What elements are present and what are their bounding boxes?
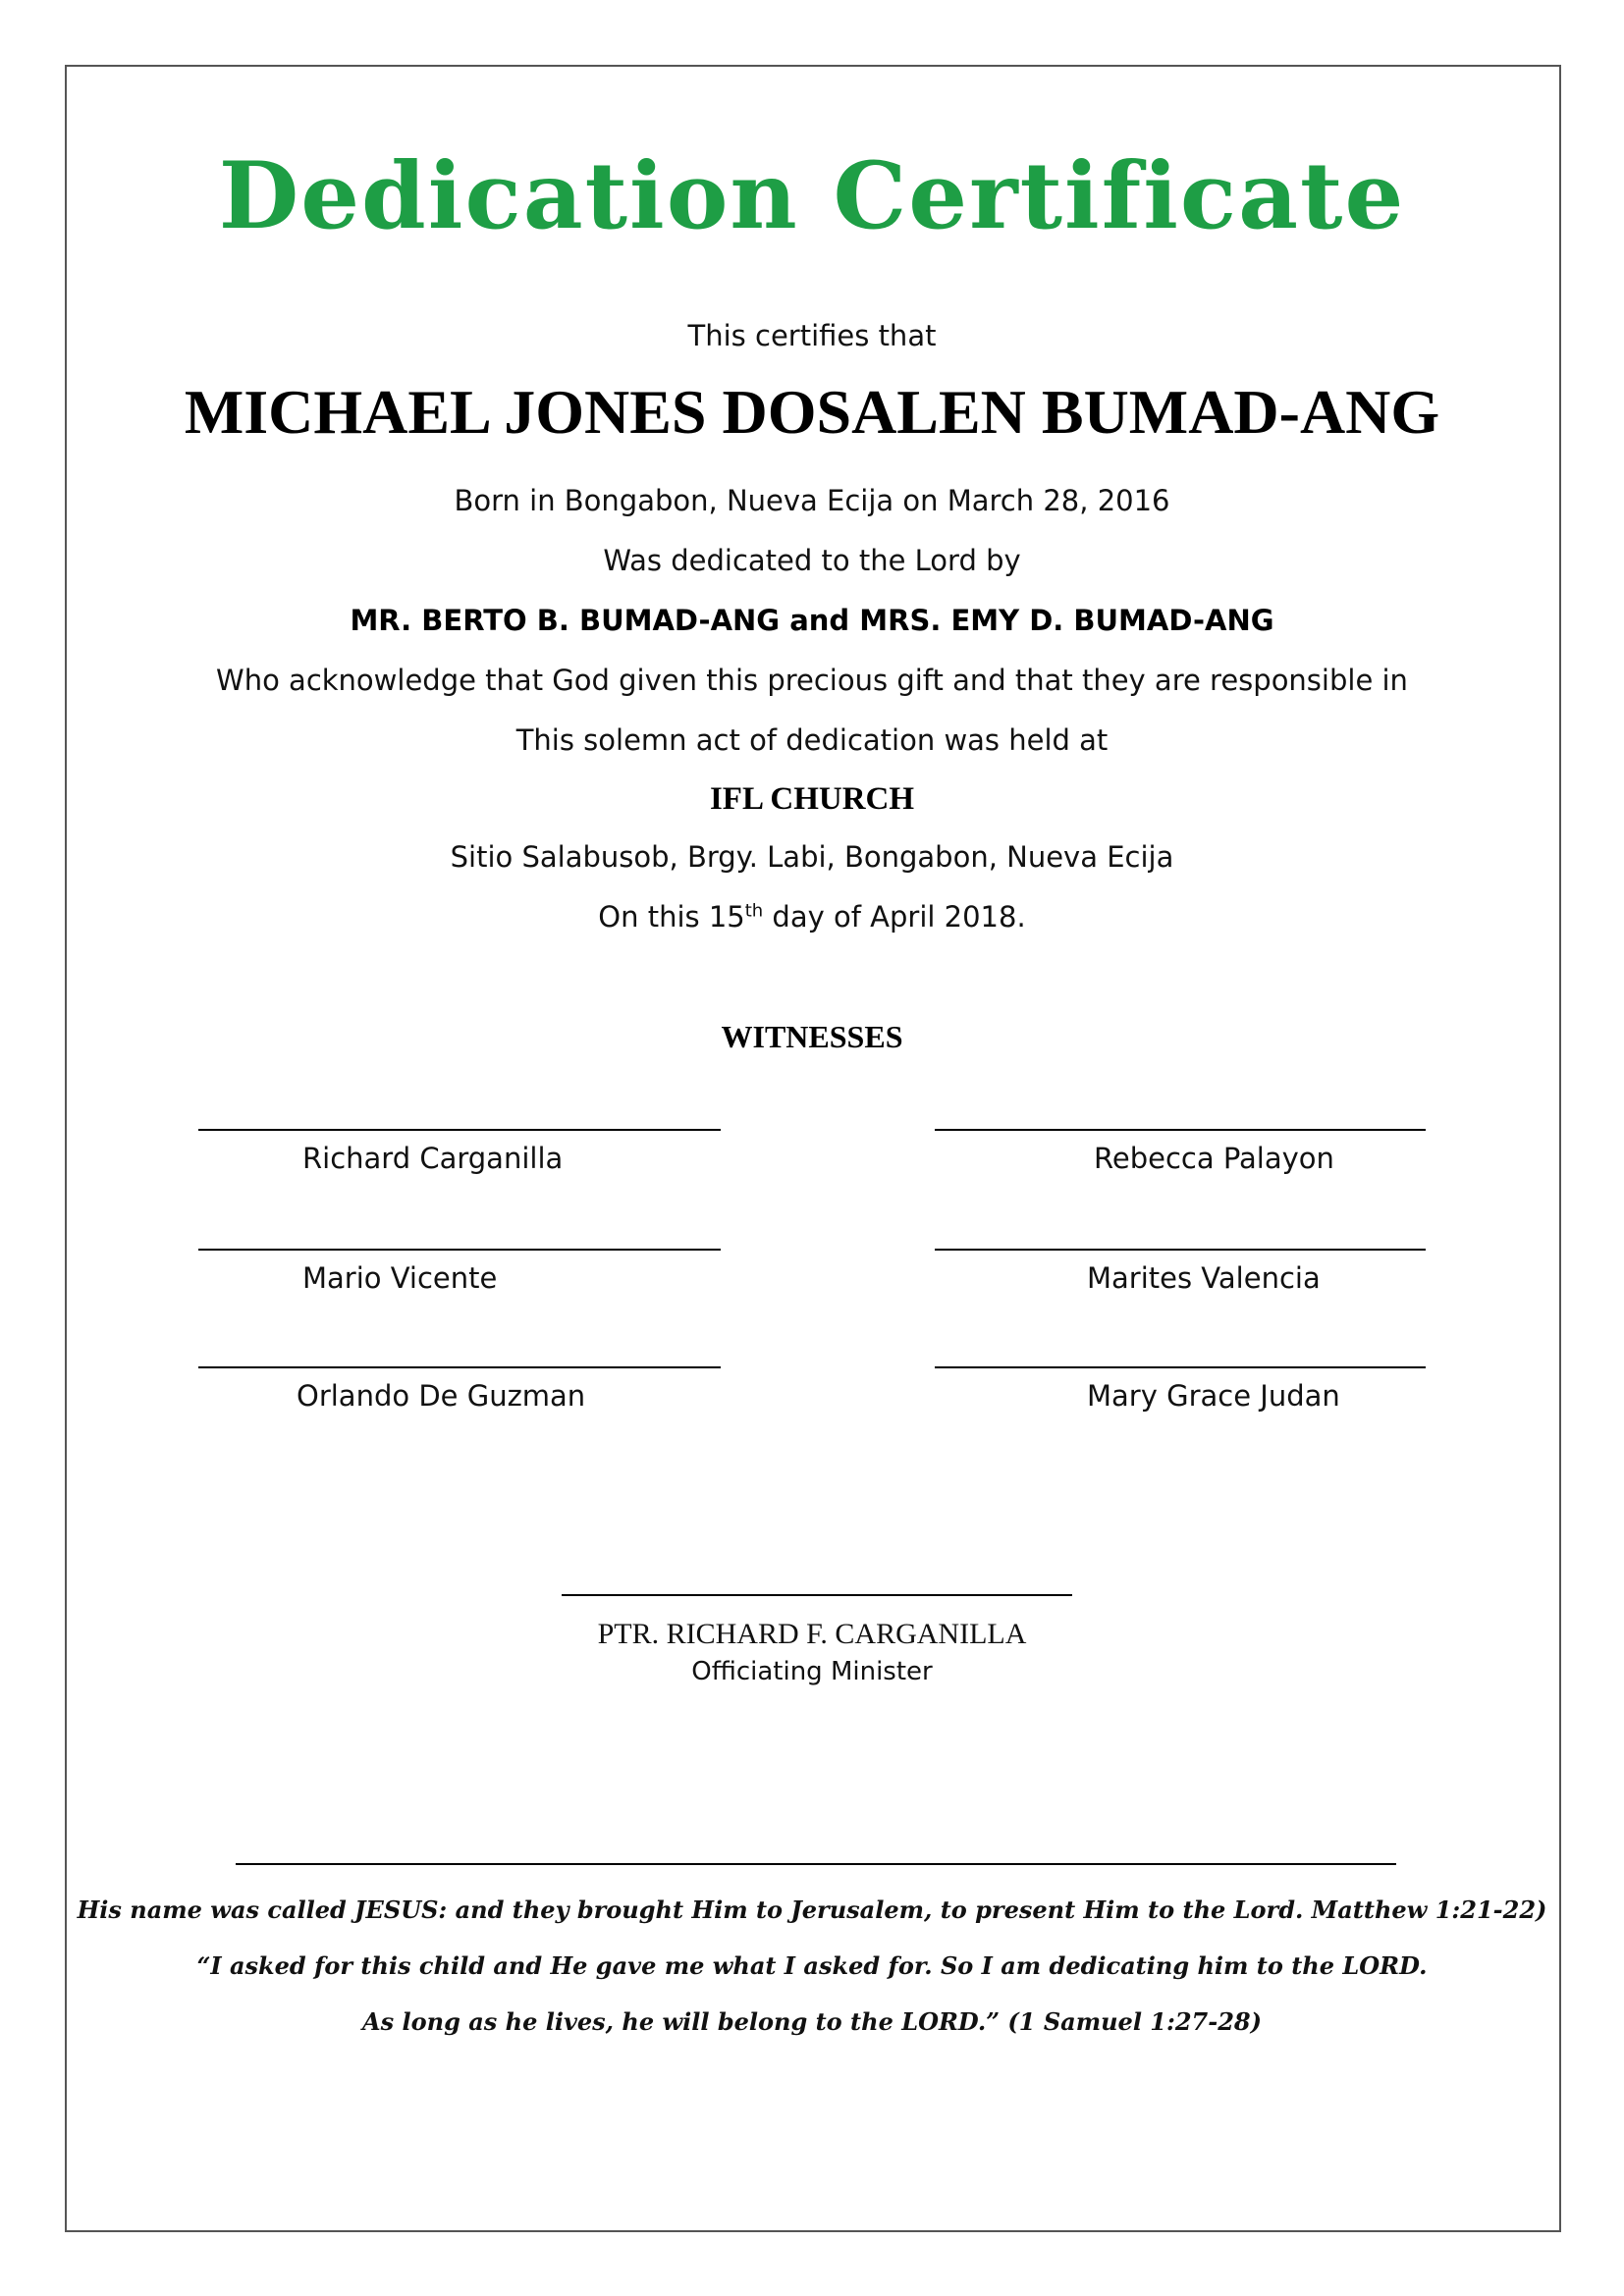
certificate-title: Dedication Certificate — [218, 142, 1406, 250]
date-suffix: day of April 2018. — [763, 900, 1026, 934]
minister-name: PTR. RICHARD F. CARGANILLA — [597, 1618, 1027, 1650]
verse-line: “I asked for this child and He gave me what I asked for. So I am dedicating him to the LORD. — [196, 1951, 1428, 1980]
dedication-date — [0, 897, 1624, 936]
witness-signature-line — [198, 1129, 721, 1131]
witness-name: Rebecca Palayon — [1094, 1142, 1334, 1175]
witnesses-heading: WITNESSES — [721, 1019, 903, 1054]
witness-name: Orlando De Guzman — [297, 1379, 586, 1413]
witness-name: Marites Valencia — [1087, 1261, 1321, 1295]
verse-line: As long as he lives, he will belong to the LORD.” (1 Samuel 1:27-28) — [362, 2007, 1262, 2036]
date-ordinal: th — [744, 900, 764, 922]
child-name: MICHAEL JONES DOSALEN BUMAD-ANG — [184, 377, 1440, 447]
witness-signature-line — [935, 1249, 1426, 1251]
date-prefix: On this 15 — [598, 900, 745, 934]
parents-names: MR. BERTO B. BUMAD-ANG and MRS. EMY D. BUMAD-ANG — [350, 604, 1274, 637]
birth-info: Born in Bongabon, Nueva Ecija on March 28, 2016 — [454, 484, 1170, 517]
church-address: Sitio Salabusob, Brgy. Labi, Bongabon, Nueva Ecija — [450, 840, 1174, 874]
held-at-text: This solemn act of dedication was held at — [515, 723, 1109, 757]
witness-name: Mario Vicente — [302, 1261, 498, 1295]
witness-name: Richard Carganilla — [302, 1142, 564, 1175]
dedicated-by-text: Was dedicated to the Lord by — [603, 544, 1021, 577]
verse-line: His name was called JESUS: and they brought Him to Jerusalem, to present Him to the Lord. Matthew 1:21-22) — [77, 1896, 1547, 1924]
certifies-text: This certifies that — [687, 319, 937, 352]
witness-name: Mary Grace Judan — [1087, 1379, 1340, 1413]
witness-signature-line — [198, 1249, 721, 1251]
minister-signature-line — [562, 1594, 1072, 1596]
church-name: IFL CHURCH — [709, 781, 915, 817]
witness-signature-line — [935, 1129, 1426, 1131]
minister-role: Officiating Minister — [691, 1657, 933, 1686]
acknowledgement-text: Who acknowledge that God given this precious gift and that they are responsible in — [216, 664, 1408, 697]
witness-signature-line — [198, 1366, 721, 1368]
verse-divider — [236, 1863, 1396, 1865]
witness-signature-line — [935, 1366, 1426, 1368]
